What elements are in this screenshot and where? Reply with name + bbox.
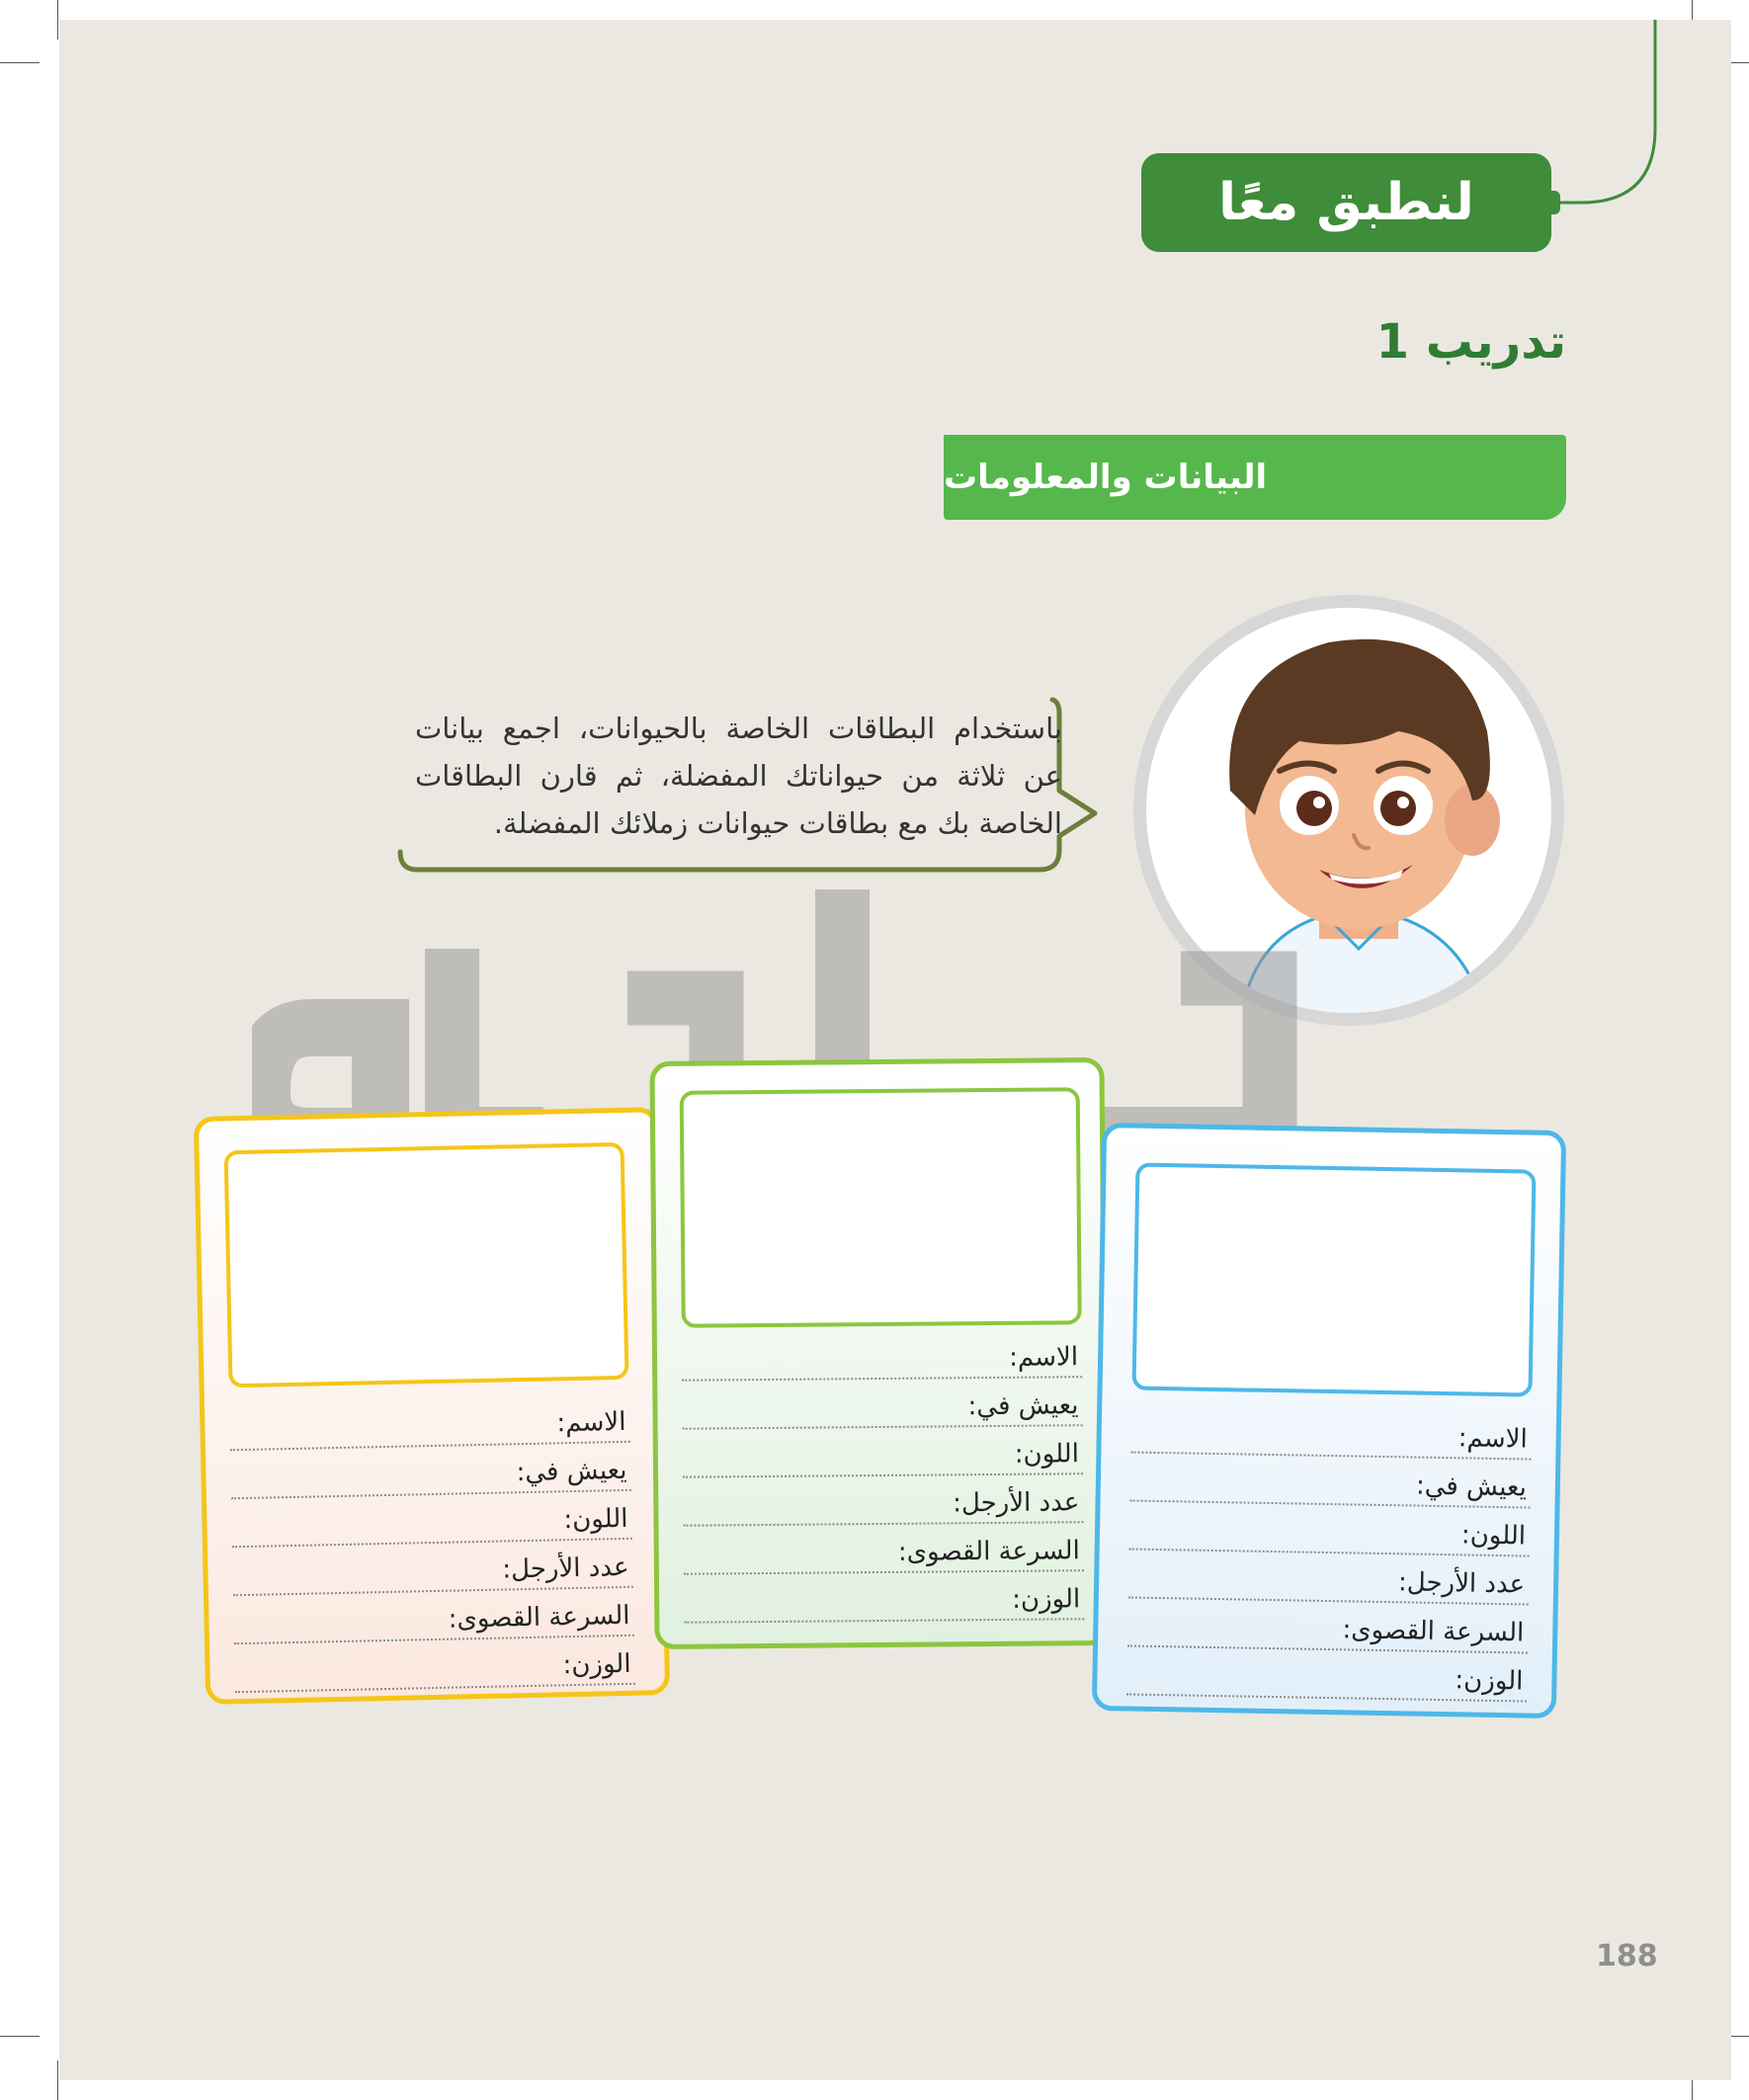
- card-field-color[interactable]: اللون:: [231, 1491, 632, 1548]
- animal-card-blue: [1092, 1123, 1566, 1719]
- card-field-top-speed[interactable]: السرعة القصوى:: [1127, 1598, 1529, 1653]
- card-field-legs[interactable]: عدد الأرجل:: [232, 1540, 633, 1596]
- exercise-title: تدريب 1: [1375, 314, 1566, 370]
- animal-card-yellow: [194, 1107, 670, 1705]
- animal-card-green: [649, 1057, 1109, 1649]
- card-field-legs[interactable]: عدد الأرجل:: [683, 1474, 1083, 1527]
- card-field-legs[interactable]: عدد الأرجل:: [1128, 1550, 1530, 1605]
- card-field-weight[interactable]: الوزن:: [1126, 1646, 1528, 1702]
- card-field-weight[interactable]: الوزن:: [234, 1637, 635, 1693]
- card-fields: [229, 1394, 635, 1693]
- card-field-color[interactable]: اللون:: [1129, 1501, 1531, 1556]
- animal-photo-box[interactable]: [680, 1087, 1082, 1328]
- animal-photo-box[interactable]: [224, 1142, 629, 1387]
- topic-bar: [944, 435, 1566, 520]
- card-field-name[interactable]: الاسم:: [682, 1329, 1082, 1382]
- card-field-habitat[interactable]: يعيش في:: [682, 1378, 1082, 1430]
- page-number: 188: [1596, 1939, 1658, 1974]
- card-field-habitat[interactable]: يعيش في:: [1130, 1454, 1532, 1509]
- crop-mark: [0, 2036, 40, 2037]
- card-field-name[interactable]: الاسم:: [1130, 1405, 1532, 1461]
- card-fields: [682, 1329, 1085, 1624]
- card-field-habitat[interactable]: يعيش في:: [230, 1443, 631, 1499]
- section-badge-label: لنطبق معًا: [1218, 173, 1474, 232]
- card-field-weight[interactable]: الوزن:: [684, 1571, 1084, 1624]
- card-field-color[interactable]: اللون:: [683, 1426, 1083, 1478]
- card-field-name[interactable]: الاسم:: [229, 1394, 630, 1451]
- section-badge: [1141, 153, 1551, 252]
- topic-bar-label: البيانات والمعلومات: [944, 458, 1268, 497]
- card-field-top-speed[interactable]: السرعة القصوى:: [684, 1523, 1084, 1575]
- instruction-text: باستخدام البطاقات الخاصة بالحيوانات، اجمع بيانات عن ثلاثة من حيواناتك المفضلة، ثم قارن البطاقات الخاصة بك مع بطاقات حيوانات زملائك المفضلة.: [415, 712, 1062, 840]
- card-field-top-speed[interactable]: السرعة القصوى:: [233, 1588, 634, 1644]
- badge-connector-line: [1541, 20, 1670, 217]
- crop-mark: [57, 2060, 58, 2100]
- crop-mark: [0, 62, 40, 63]
- card-fields: [1126, 1405, 1532, 1703]
- crop-mark: [57, 0, 58, 40]
- animal-photo-box[interactable]: [1132, 1163, 1537, 1397]
